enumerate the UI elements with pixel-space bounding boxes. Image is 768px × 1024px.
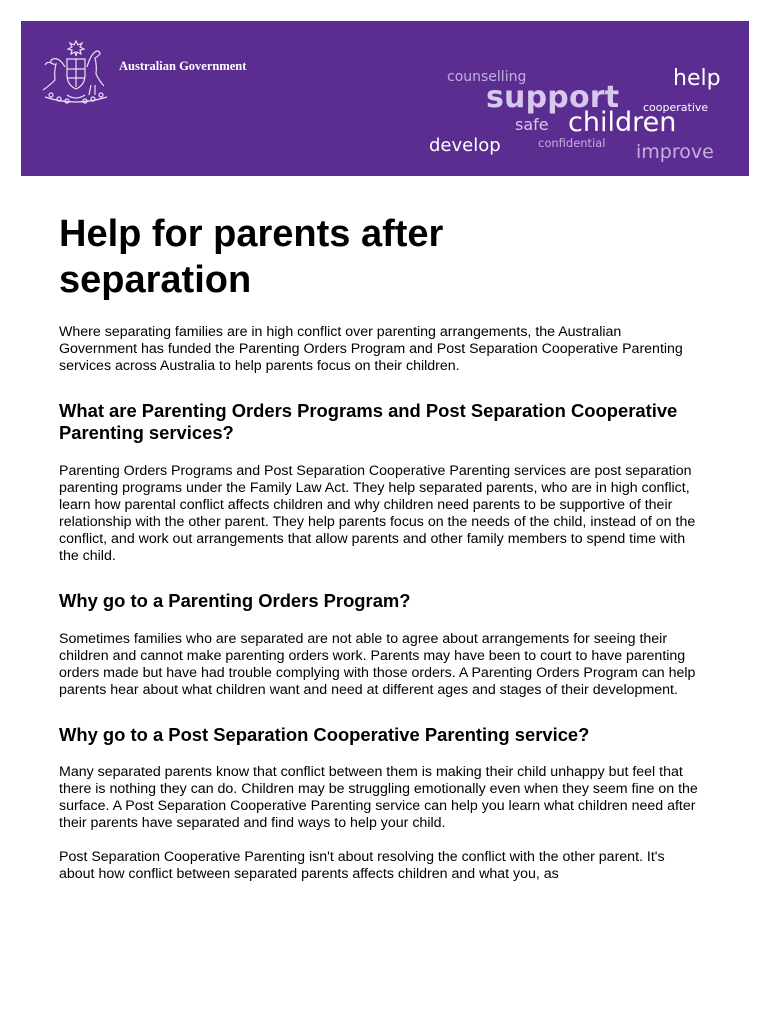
section-paragraph: Parenting Orders Programs and Post Separation Cooperative Parenting services are post separation parenting programs under the Family Law Act. They help separated parents, who are in high conflict, learn how parental conflict affects children and why children need parents to be supportive of their relationship with the other parent. They help parents focus on the needs of the child, instead of on the conflict, and work out arrangements that allow parents and other family members to spend time with the child. xyxy=(59,463,696,564)
word-develop: develop xyxy=(429,135,501,156)
section-heading-why-cooperative-parenting: Why go to a Post Separation Cooperative Parenting service? xyxy=(59,724,590,745)
section-heading-what-are: What are Parenting Orders Programs and Post Separation Cooperative Parenting services? xyxy=(59,400,678,443)
word-safe: safe xyxy=(515,115,549,134)
word-improve: improve xyxy=(636,141,714,163)
page-title: Help for parents after separation xyxy=(59,213,444,301)
word-children: children xyxy=(568,107,677,138)
section-paragraph: Post Separation Cooperative Parenting isn't about resolving the conflict with the other parent. It's about how conflict between separated parents affects children and what you, as xyxy=(59,849,665,882)
word-counselling: counselling xyxy=(447,69,527,85)
header-banner xyxy=(21,21,749,176)
coat-of-arms-icon xyxy=(37,37,115,109)
section-heading-why-parenting-orders: Why go to a Parenting Orders Program? xyxy=(59,590,411,611)
word-support: support xyxy=(486,80,620,115)
word-help: help xyxy=(673,66,721,91)
section-paragraph: Many separated parents know that conflict between them is making their child unhappy but feel that there is nothing they can do. Children may be struggling emotionally even when they seem fine on the surface. A Post Separation Cooperative Parenting service can help you learn what children need after their parents have separated and find ways to help your child. xyxy=(59,764,698,831)
word-confidential: confidential xyxy=(538,136,606,150)
word-cooperative: cooperative xyxy=(643,101,709,114)
document-body xyxy=(59,211,699,883)
section-paragraph: Sometimes families who are separated are not able to agree about arrangements for seeing their children and cannot make parenting orders work. Parents may have been to court to have parenting orders made but have had trouble complying with those orders. A Parenting Orders Program can help parents hear about what children want and need at different ages and stages of their development. xyxy=(59,631,696,698)
government-name: Australian Government xyxy=(119,59,247,73)
intro-paragraph: Where separating families are in high conflict over parenting arrangements, the Australian Government has funded the Parenting Orders Program and Post Separation Cooperative Parenting services across Australia to help parents focus on their children. xyxy=(59,324,683,374)
